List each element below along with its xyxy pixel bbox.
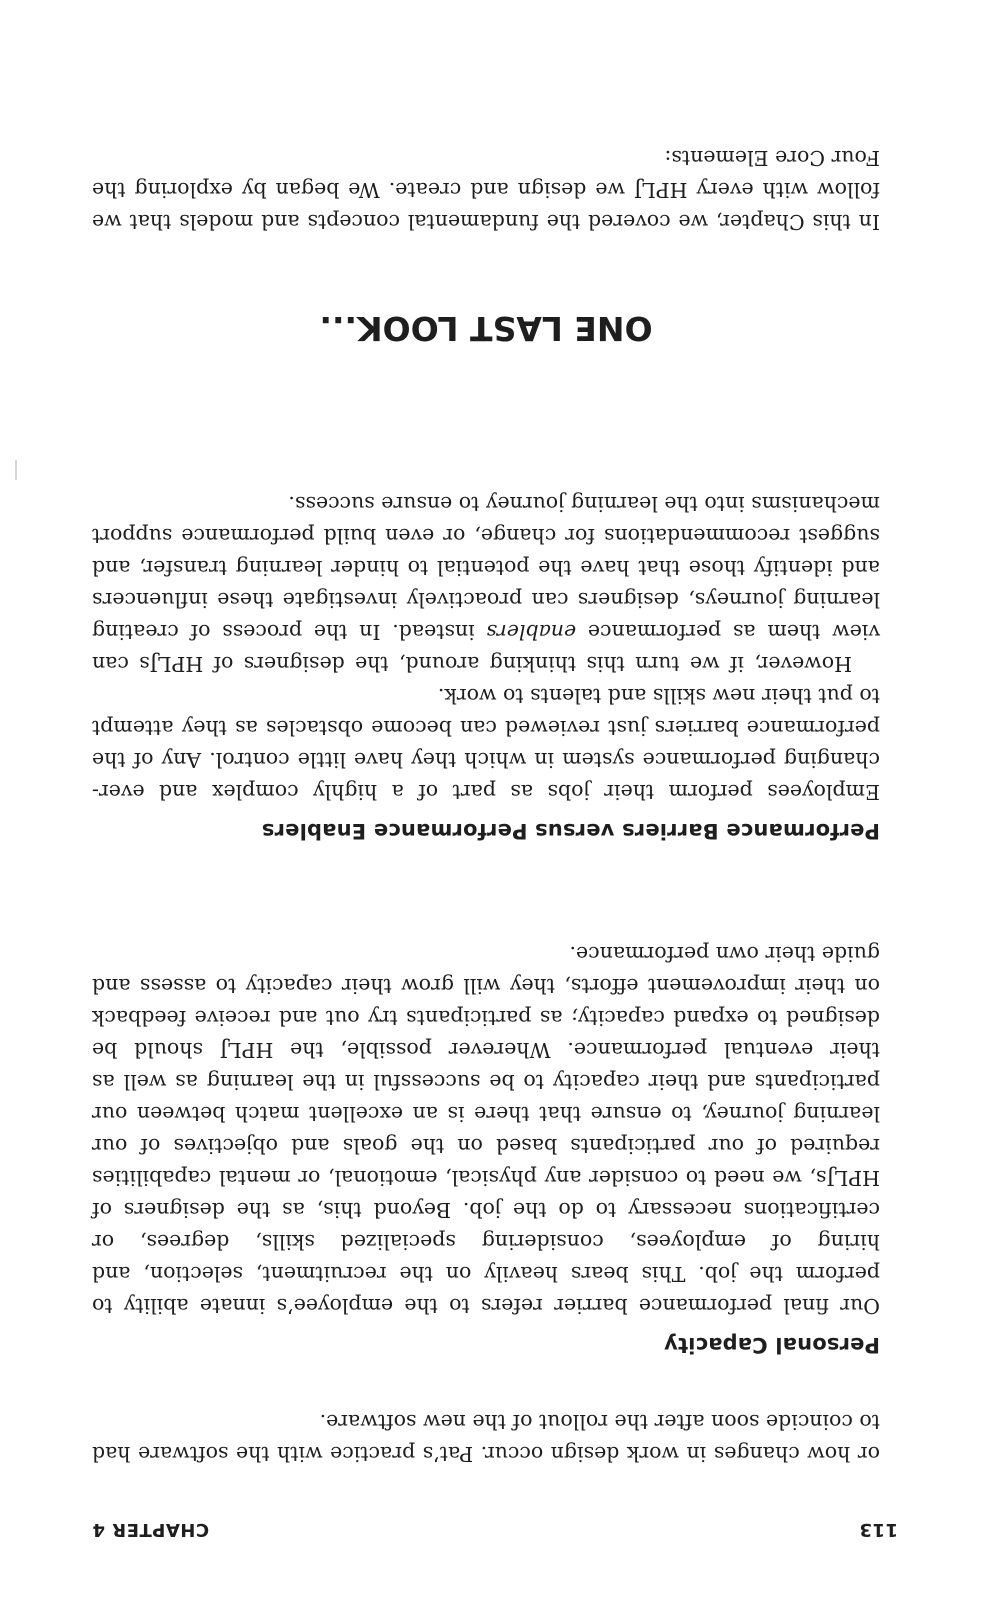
last-look-heading: ONE LAST LOOK... bbox=[319, 309, 653, 348]
chapter-label: CHAPTER 4 bbox=[92, 1519, 210, 1540]
enablers-text-after: instead. In the process of creating learning journeys, designers can proactively investigate these influencers and identify those that have the potential to hinder learning transfer, and suggest recommendations for change, or even build performance support mechanisms into the learning journey to ensure success. bbox=[92, 492, 880, 644]
personal-capacity-heading: Personal Capacity bbox=[663, 1333, 880, 1357]
barriers-paragraph: Employees perform their jobs as part of a highly complex and ever-changing performance system in which they have little control. Any of the performance barriers just reviewed can become obstacles as they attempt to put their new skills and talents to work. bbox=[92, 684, 880, 804]
personal-capacity-section bbox=[92, 938, 880, 1360]
carryover-paragraph: or how changes in work design occur. Pat’s practice with the software had to coincide soon after the rollout of the new software. bbox=[92, 1410, 880, 1466]
barriers-enablers-section bbox=[92, 488, 880, 846]
personal-capacity-paragraph: Our final performance barrier refers to the employee’s innate ability to perform the job. This bears heavily on the recruitment, selection, and hiring of employees, considering specialized skills, degrees, or certifications necessary to do the job. Beyond this, as the designers of HPLJs, we need to consider any physical, emotional, or mental capabilities required of our participants based on the goals and objectives of our learning journey, to ensure that there is an excellent match between our participants and their capacity to be successful in the learning as well as their eventual performance. Wherever possible, the HPLJ should be designed to expand capacity; as participants try out and receive feedback on their improvement efforts, they will grow their capacity to assess and guide their own performance. bbox=[92, 942, 880, 1318]
last-look-paragraph: In this Chapter, we covered the fundamental concepts and models that we follow with every HPLJ we design and create. We began by exploring the Four Core Elements: bbox=[92, 146, 880, 234]
barriers-enablers-heading: Performance Barriers versus Performance Enablers bbox=[261, 819, 880, 843]
last-look-section bbox=[92, 306, 880, 350]
page-number: 113 bbox=[858, 1519, 898, 1540]
enablers-text-before: However, if we turn this thinking around, the designers of HPLJs can view them as performance bbox=[92, 620, 880, 676]
enablers-emphasis: enablers bbox=[486, 620, 577, 644]
enablers-paragraph bbox=[92, 488, 880, 680]
carryover-section bbox=[92, 1406, 880, 1470]
last-look-body bbox=[92, 142, 880, 238]
